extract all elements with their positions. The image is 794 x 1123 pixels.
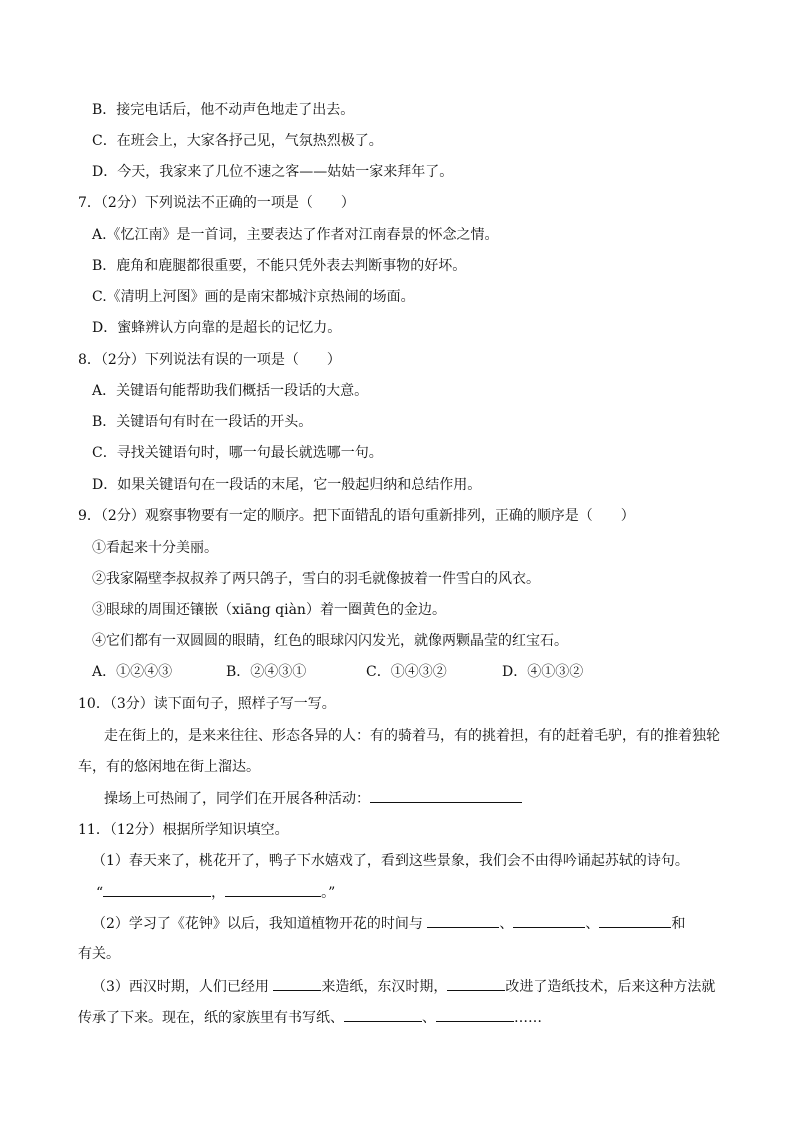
q11-part3-text-a: （3）西汉时期，人们已经用 bbox=[92, 979, 269, 995]
q11-part1-line1: （1）春天来了，桃花开了，鸭子下水嬉戏了，看到这些景象，我们会不由得吟诵起苏轼的诗句。 bbox=[92, 853, 689, 869]
q9-stem: 9．（2分）观察事物要有一定的顺序。把下面错乱的语句重新排列，正确的顺序是（ ） bbox=[78, 508, 635, 524]
q10-stem: 10．（3分）读下面句子，照样子写一写。 bbox=[78, 696, 336, 712]
q11-part2-and: 和 bbox=[671, 916, 686, 932]
q6-option-d: D．今天，我家来了几位不速之客——姑姑一家来拜年了。 bbox=[92, 164, 454, 180]
q11-part1-blank-2[interactable] bbox=[225, 882, 321, 897]
q8-option-d: D．如果关键语句在一段话的末尾，它一般起归纳和总结作用。 bbox=[92, 477, 482, 493]
q11-stem: 11．（12分）根据所学知识填空。 bbox=[78, 822, 289, 838]
q11-part2-line1 bbox=[92, 913, 754, 933]
q7-option-a: A.《忆江南》是一首词，主要表达了作者对江南春景的怀念之情。 bbox=[92, 227, 499, 243]
q10-answer-blank[interactable] bbox=[370, 788, 522, 803]
q6-option-c: C．在班会上，大家各抒己见，气氛热烈极了。 bbox=[92, 133, 383, 149]
q11-part3-ellipsis: …… bbox=[514, 1010, 542, 1026]
q7-stem: 7．（2分）下列说法不正确的一项是（ ） bbox=[78, 195, 355, 211]
q11-part1-blank-1[interactable] bbox=[103, 882, 211, 897]
q9-sentence-4: ④它们都有一双圆圆的眼睛，红色的眼球闪闪发光，就像两颗晶莹的红宝石。 bbox=[92, 633, 568, 649]
q10-example-line1: 走在街上的，是来来往往、形态各异的人：有的骑着马，有的挑着担，有的赶着毛驴，有的推着独轮 bbox=[104, 728, 720, 744]
q11-part2-blank-2[interactable] bbox=[513, 913, 585, 928]
q10-example-line2: 车，有的悠闲地在街上溜达。 bbox=[78, 759, 260, 775]
q8-option-b: B．关键语句有时在一段话的开头。 bbox=[92, 414, 313, 430]
q11-part1-comma: ， bbox=[211, 885, 226, 901]
q11-part2-line2: 有关。 bbox=[78, 946, 120, 962]
q11-part2-text: （2）学习了《花钟》以后，我知道植物开花的时间与 bbox=[92, 916, 423, 932]
q11-part3-line1 bbox=[92, 976, 754, 996]
q9-choices bbox=[92, 662, 754, 682]
q8-stem: 8．（2分）下列说法有误的一项是（ ） bbox=[78, 352, 341, 368]
q7-option-c: C.《清明上河图》画的是南宋都城汴京热闹的场面。 bbox=[92, 289, 415, 305]
q7-option-d: D．蜜蜂辨认方向靠的是超长的记忆力。 bbox=[92, 320, 342, 336]
q11-part3-text-c: 改进了造纸技术，后来这种方法就 bbox=[505, 979, 716, 995]
q11-part3-blank-2[interactable] bbox=[447, 976, 505, 991]
q11-part3-blank-1[interactable] bbox=[273, 976, 321, 991]
q11-part2-blank-3[interactable] bbox=[599, 913, 671, 928]
q11-part1-open-quote: “ bbox=[96, 885, 104, 901]
q11-part3-line2 bbox=[78, 1007, 754, 1027]
q11-part3-blank-3[interactable] bbox=[344, 1007, 422, 1022]
q11-part3-sep: 、 bbox=[422, 1010, 436, 1026]
q11-part2-sep-2: 、 bbox=[585, 916, 600, 932]
q9-choice-a: A．①②④③ bbox=[92, 664, 173, 680]
q11-part2-blank-1[interactable] bbox=[427, 913, 499, 928]
q9-choice-c: C．①④③② bbox=[366, 664, 447, 680]
q9-choice-d: D．④①③② bbox=[502, 664, 584, 680]
q7-option-b: B．鹿角和鹿腿都很重要，不能只凭外表去判断事物的好坏。 bbox=[92, 258, 467, 274]
q11-part3-text-b: 来造纸，东汉时期， bbox=[321, 979, 448, 995]
q9-sentence-3: ③眼球的周围还镶嵌（xiāng qiàn）着一圈黄色的金边。 bbox=[92, 602, 446, 618]
q8-option-a: A．关键语句能帮助我们概括一段话的大意。 bbox=[92, 383, 369, 399]
q8-option-c: C．寻找关键语句时，哪一句最长就选哪一句。 bbox=[92, 445, 383, 461]
q11-part3-text-d: 传承了下来。现在，纸的家族里有书写纸、 bbox=[78, 1010, 344, 1026]
q9-sentence-2: ②我家隔壁李叔叔养了两只鸽子，雪白的羽毛就像披着一件雪白的风衣。 bbox=[92, 571, 540, 587]
q9-choice-b: B．②④③① bbox=[226, 664, 307, 680]
q11-part3-blank-4[interactable] bbox=[436, 1007, 514, 1022]
q10-prompt: 操场上可热闹了，同学们在开展各种活动： bbox=[104, 791, 370, 807]
q6-option-b: B．接完电话后，他不动声色地走了出去。 bbox=[92, 102, 355, 118]
q9-sentence-1: ①看起来十分美丽。 bbox=[92, 540, 218, 556]
q11-part1-line2 bbox=[96, 882, 754, 902]
q11-part2-sep-1: 、 bbox=[499, 916, 514, 932]
q10-prompt-line bbox=[104, 788, 754, 808]
q11-part1-close-quote: 。” bbox=[321, 885, 336, 901]
